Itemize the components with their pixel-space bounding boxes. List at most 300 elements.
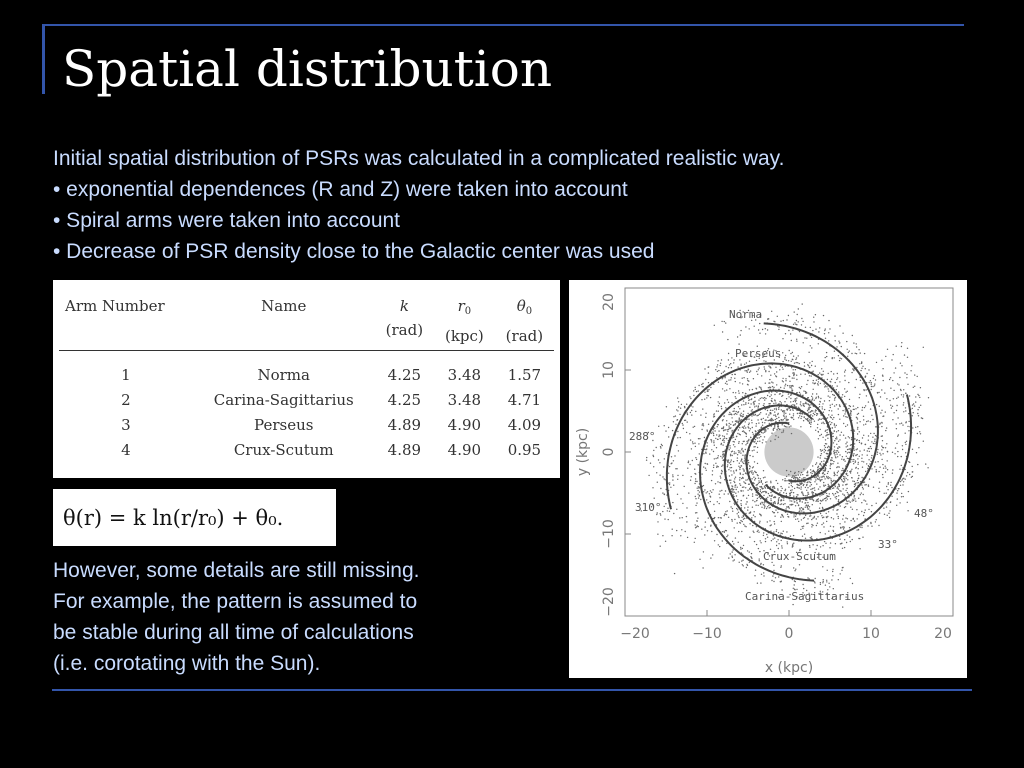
psr-point bbox=[776, 418, 777, 419]
psr-point bbox=[760, 436, 761, 437]
psr-point bbox=[843, 481, 844, 482]
psr-point bbox=[704, 489, 705, 490]
psr-point bbox=[839, 381, 840, 382]
psr-point bbox=[648, 475, 649, 476]
psr-point bbox=[825, 470, 826, 471]
psr-point bbox=[743, 463, 744, 464]
cell-r0: 4.90 bbox=[447, 416, 482, 434]
psr-point bbox=[846, 501, 847, 502]
psr-point bbox=[893, 390, 894, 391]
label-310: 310° bbox=[635, 501, 662, 514]
psr-point bbox=[793, 413, 794, 414]
psr-point bbox=[758, 490, 759, 491]
psr-point bbox=[859, 442, 860, 443]
psr-point bbox=[753, 532, 754, 533]
psr-point bbox=[790, 401, 791, 402]
psr-point bbox=[833, 518, 834, 519]
psr-point bbox=[845, 370, 846, 371]
psr-point bbox=[757, 407, 758, 408]
psr-point bbox=[779, 497, 780, 498]
psr-point bbox=[714, 445, 715, 446]
psr-point bbox=[817, 478, 818, 479]
psr-point bbox=[858, 413, 859, 414]
psr-point bbox=[859, 421, 860, 422]
psr-point bbox=[731, 488, 732, 489]
psr-point bbox=[730, 506, 731, 507]
psr-point bbox=[767, 395, 768, 396]
psr-point bbox=[710, 557, 711, 558]
psr-point bbox=[727, 429, 728, 430]
psr-point bbox=[759, 323, 760, 324]
psr-point bbox=[854, 443, 855, 444]
psr-point bbox=[833, 480, 834, 481]
psr-point bbox=[733, 461, 734, 462]
psr-point bbox=[662, 511, 663, 512]
psr-point bbox=[810, 420, 811, 421]
psr-point bbox=[796, 339, 797, 340]
psr-point bbox=[868, 440, 869, 441]
psr-point bbox=[712, 421, 713, 422]
psr-point bbox=[906, 441, 907, 442]
psr-point bbox=[838, 484, 839, 485]
psr-point bbox=[660, 514, 661, 515]
psr-point bbox=[855, 462, 856, 463]
psr-point bbox=[833, 417, 834, 418]
psr-point bbox=[729, 480, 730, 481]
psr-point bbox=[728, 469, 729, 470]
psr-point bbox=[903, 396, 904, 397]
psr-point bbox=[788, 393, 789, 394]
psr-point bbox=[845, 503, 846, 504]
psr-point bbox=[774, 521, 775, 522]
psr-point bbox=[802, 526, 803, 527]
psr-point bbox=[842, 410, 843, 411]
psr-point bbox=[834, 450, 835, 451]
psr-point bbox=[823, 460, 824, 461]
psr-point bbox=[906, 377, 907, 378]
psr-point bbox=[712, 554, 713, 555]
psr-point bbox=[848, 436, 849, 437]
psr-point bbox=[875, 461, 876, 462]
theta0-unit: (rad) bbox=[505, 327, 544, 345]
psr-point bbox=[892, 419, 893, 420]
psr-point bbox=[784, 401, 785, 402]
psr-point bbox=[861, 410, 862, 411]
psr-point bbox=[705, 417, 706, 418]
psr-point bbox=[810, 404, 811, 405]
psr-point bbox=[694, 469, 695, 470]
psr-point bbox=[695, 411, 696, 412]
psr-point bbox=[836, 438, 837, 439]
psr-point bbox=[794, 405, 795, 406]
psr-point bbox=[831, 480, 832, 481]
psr-point bbox=[863, 494, 864, 495]
psr-point bbox=[839, 466, 840, 467]
psr-point bbox=[817, 467, 818, 468]
psr-point bbox=[909, 395, 910, 396]
psr-point bbox=[741, 458, 742, 459]
psr-point bbox=[796, 379, 797, 380]
psr-point bbox=[847, 417, 848, 418]
psr-point bbox=[840, 573, 841, 574]
psr-point bbox=[801, 405, 802, 406]
psr-point bbox=[799, 387, 800, 388]
psr-point bbox=[794, 363, 795, 364]
psr-point bbox=[812, 544, 813, 545]
psr-point bbox=[724, 415, 725, 416]
psr-point bbox=[896, 428, 897, 429]
psr-point bbox=[866, 503, 867, 504]
psr-point bbox=[782, 395, 783, 396]
psr-point bbox=[698, 385, 699, 386]
psr-point bbox=[824, 474, 825, 475]
psr-point bbox=[824, 445, 825, 446]
psr-point bbox=[850, 448, 851, 449]
psr-point bbox=[825, 439, 826, 440]
psr-point bbox=[782, 479, 783, 480]
psr-point bbox=[727, 462, 728, 463]
psr-point bbox=[731, 402, 732, 403]
psr-point bbox=[923, 347, 924, 348]
psr-point bbox=[829, 547, 830, 548]
psr-point bbox=[771, 418, 772, 419]
psr-point bbox=[745, 404, 746, 405]
psr-point bbox=[861, 484, 862, 485]
psr-point bbox=[833, 531, 834, 532]
psr-point bbox=[780, 387, 781, 388]
psr-point bbox=[713, 435, 714, 436]
psr-point bbox=[713, 504, 714, 505]
note-line: For example, the pattern is assumed to bbox=[53, 590, 418, 613]
psr-point bbox=[854, 498, 855, 499]
psr-point bbox=[824, 400, 825, 401]
psr-point bbox=[890, 502, 891, 503]
psr-point bbox=[816, 500, 817, 501]
psr-point bbox=[778, 407, 779, 408]
psr-point bbox=[843, 528, 844, 529]
psr-point bbox=[838, 441, 839, 442]
psr-point bbox=[813, 471, 814, 472]
psr-point bbox=[857, 480, 858, 481]
psr-point bbox=[784, 490, 785, 491]
psr-point bbox=[744, 525, 745, 526]
psr-point bbox=[720, 477, 721, 478]
psr-point bbox=[770, 413, 771, 414]
psr-point bbox=[716, 377, 717, 378]
cell-name: Carina-Sagittarius bbox=[213, 391, 354, 409]
psr-point bbox=[795, 569, 796, 570]
psr-point bbox=[758, 430, 759, 431]
psr-point bbox=[771, 401, 772, 402]
psr-point bbox=[738, 390, 739, 391]
psr-point bbox=[839, 404, 840, 405]
cell-k: 4.89 bbox=[387, 416, 422, 434]
spiral-formula bbox=[53, 489, 336, 546]
psr-point bbox=[721, 408, 722, 409]
psr-point bbox=[847, 535, 848, 536]
psr-point bbox=[914, 386, 915, 387]
psr-point bbox=[790, 425, 791, 426]
psr-point bbox=[859, 397, 860, 398]
psr-point bbox=[704, 437, 705, 438]
psr-point bbox=[717, 501, 718, 502]
psr-point bbox=[858, 514, 859, 515]
psr-point bbox=[775, 419, 776, 420]
psr-point bbox=[789, 385, 790, 386]
psr-point bbox=[826, 386, 827, 387]
psr-point bbox=[756, 423, 757, 424]
psr-point bbox=[709, 496, 710, 497]
psr-point bbox=[707, 431, 708, 432]
psr-point bbox=[868, 420, 869, 421]
psr-point bbox=[772, 511, 773, 512]
psr-point bbox=[785, 384, 786, 385]
psr-point bbox=[814, 421, 815, 422]
psr-point bbox=[872, 386, 873, 387]
psr-point bbox=[680, 408, 681, 409]
psr-point bbox=[844, 413, 845, 414]
psr-point bbox=[886, 493, 887, 494]
psr-point bbox=[723, 453, 724, 454]
psr-point bbox=[751, 553, 752, 554]
psr-point bbox=[782, 338, 783, 339]
psr-point bbox=[718, 382, 719, 383]
psr-point bbox=[871, 384, 872, 385]
psr-point bbox=[827, 447, 828, 448]
psr-point bbox=[822, 545, 823, 546]
psr-point bbox=[783, 416, 784, 417]
psr-point bbox=[818, 384, 819, 385]
psr-point bbox=[790, 536, 791, 537]
psr-point bbox=[764, 505, 765, 506]
psr-point bbox=[827, 496, 828, 497]
psr-point bbox=[708, 367, 709, 368]
psr-point bbox=[727, 535, 728, 536]
psr-point bbox=[720, 522, 721, 523]
psr-point bbox=[745, 472, 746, 473]
psr-point bbox=[808, 397, 809, 398]
psr-point bbox=[728, 425, 729, 426]
psr-point bbox=[892, 469, 893, 470]
psr-point bbox=[776, 371, 777, 372]
psr-point bbox=[761, 375, 762, 376]
psr-point bbox=[912, 415, 913, 416]
psr-point bbox=[672, 476, 673, 477]
psr-point bbox=[817, 427, 818, 428]
psr-point bbox=[786, 360, 787, 361]
psr-point bbox=[730, 470, 731, 471]
psr-point bbox=[838, 501, 839, 502]
psr-point bbox=[778, 501, 779, 502]
psr-point bbox=[918, 415, 919, 416]
psr-point bbox=[743, 471, 744, 472]
psr-point bbox=[811, 396, 812, 397]
psr-point bbox=[804, 502, 805, 503]
psr-point bbox=[799, 331, 800, 332]
psr-point bbox=[733, 424, 734, 425]
psr-point bbox=[782, 410, 783, 411]
psr-point bbox=[698, 526, 699, 527]
psr-point bbox=[882, 474, 883, 475]
psr-point bbox=[842, 480, 843, 481]
psr-point bbox=[851, 353, 852, 354]
psr-point bbox=[809, 367, 810, 368]
psr-point bbox=[827, 498, 828, 499]
psr-point bbox=[766, 481, 767, 482]
psr-point bbox=[828, 414, 829, 415]
k-symbol: k bbox=[399, 297, 409, 315]
psr-point bbox=[718, 401, 719, 402]
psr-point bbox=[804, 481, 805, 482]
psr-point bbox=[744, 507, 745, 508]
psr-point bbox=[817, 475, 818, 476]
psr-point bbox=[857, 454, 858, 455]
psr-point bbox=[786, 398, 787, 399]
psr-point bbox=[677, 397, 678, 398]
psr-point bbox=[824, 330, 825, 331]
psr-point bbox=[697, 488, 698, 489]
psr-point bbox=[712, 474, 713, 475]
psr-point bbox=[815, 366, 816, 367]
psr-point bbox=[813, 413, 814, 414]
psr-point bbox=[718, 405, 719, 406]
psr-point bbox=[676, 509, 677, 510]
psr-point bbox=[802, 501, 803, 502]
psr-point bbox=[918, 447, 919, 448]
psr-point bbox=[795, 581, 796, 582]
psr-point bbox=[818, 397, 819, 398]
psr-point bbox=[835, 438, 836, 439]
psr-point bbox=[743, 495, 744, 496]
x-tick-label: 20 bbox=[934, 626, 952, 642]
psr-point bbox=[902, 449, 903, 450]
psr-point bbox=[713, 442, 714, 443]
psr-point bbox=[825, 543, 826, 544]
cell-theta0: 0.95 bbox=[507, 441, 542, 459]
psr-point bbox=[653, 456, 654, 457]
psr-point bbox=[786, 506, 787, 507]
psr-point bbox=[772, 575, 773, 576]
psr-point bbox=[810, 407, 811, 408]
psr-point bbox=[802, 536, 803, 537]
psr-point bbox=[757, 488, 758, 489]
psr-point bbox=[698, 497, 699, 498]
psr-point bbox=[836, 379, 837, 380]
psr-point bbox=[885, 467, 886, 468]
psr-point bbox=[797, 494, 798, 495]
psr-point bbox=[855, 353, 856, 354]
psr-point bbox=[739, 522, 740, 523]
psr-point bbox=[737, 454, 738, 455]
psr-point bbox=[816, 525, 817, 526]
psr-point bbox=[818, 431, 819, 432]
psr-point bbox=[750, 437, 751, 438]
psr-point bbox=[796, 375, 797, 376]
psr-point bbox=[713, 414, 714, 415]
psr-point bbox=[828, 340, 829, 341]
psr-point bbox=[697, 464, 698, 465]
formula-text: θ(r) = k ln(r/r₀) + θ₀. bbox=[63, 505, 284, 530]
psr-point bbox=[717, 426, 718, 427]
psr-point bbox=[882, 447, 883, 448]
psr-point bbox=[831, 457, 832, 458]
psr-point bbox=[669, 466, 670, 467]
psr-point bbox=[721, 473, 722, 474]
psr-point bbox=[710, 387, 711, 388]
psr-point bbox=[891, 496, 892, 497]
psr-point bbox=[907, 510, 908, 511]
psr-point bbox=[837, 373, 838, 374]
psr-point bbox=[839, 539, 840, 540]
psr-point bbox=[815, 382, 816, 383]
psr-point bbox=[912, 427, 913, 428]
theta0-symbol: θ bbox=[516, 297, 526, 315]
psr-point bbox=[767, 506, 768, 507]
psr-point bbox=[663, 466, 664, 467]
psr-point bbox=[784, 480, 785, 481]
psr-point bbox=[761, 487, 762, 488]
psr-point bbox=[858, 468, 859, 469]
psr-point bbox=[677, 437, 678, 438]
psr-point bbox=[719, 490, 720, 491]
psr-point bbox=[661, 444, 662, 445]
psr-point bbox=[806, 523, 807, 524]
psr-point bbox=[671, 463, 672, 464]
psr-point bbox=[696, 481, 697, 482]
psr-point bbox=[864, 512, 865, 513]
psr-point bbox=[754, 441, 755, 442]
psr-point bbox=[853, 409, 854, 410]
psr-point bbox=[752, 432, 753, 433]
psr-point bbox=[657, 521, 658, 522]
psr-point bbox=[733, 543, 734, 544]
psr-point bbox=[868, 486, 869, 487]
psr-point bbox=[873, 443, 874, 444]
psr-point bbox=[756, 371, 757, 372]
psr-point bbox=[840, 543, 841, 544]
psr-point bbox=[848, 382, 849, 383]
psr-point bbox=[693, 427, 694, 428]
psr-point bbox=[868, 459, 869, 460]
psr-point bbox=[903, 411, 904, 412]
psr-point bbox=[865, 500, 866, 501]
psr-point bbox=[675, 415, 676, 416]
psr-point bbox=[820, 383, 821, 384]
psr-point bbox=[763, 360, 764, 361]
psr-point bbox=[835, 456, 836, 457]
psr-point bbox=[731, 367, 732, 368]
psr-point bbox=[725, 407, 726, 408]
psr-point bbox=[781, 547, 782, 548]
psr-point bbox=[791, 386, 792, 387]
psr-point bbox=[804, 477, 805, 478]
psr-point bbox=[704, 526, 705, 527]
psr-point bbox=[646, 457, 647, 458]
psr-point bbox=[897, 456, 898, 457]
psr-point bbox=[724, 493, 725, 494]
psr-point bbox=[811, 400, 812, 401]
psr-point bbox=[760, 398, 761, 399]
psr-point bbox=[863, 488, 864, 489]
psr-point bbox=[856, 529, 857, 530]
psr-point bbox=[876, 519, 877, 520]
psr-point bbox=[718, 517, 719, 518]
psr-point bbox=[776, 541, 777, 542]
psr-point bbox=[679, 517, 680, 518]
psr-point bbox=[667, 508, 668, 509]
psr-point bbox=[654, 498, 655, 499]
psr-point bbox=[836, 389, 837, 390]
